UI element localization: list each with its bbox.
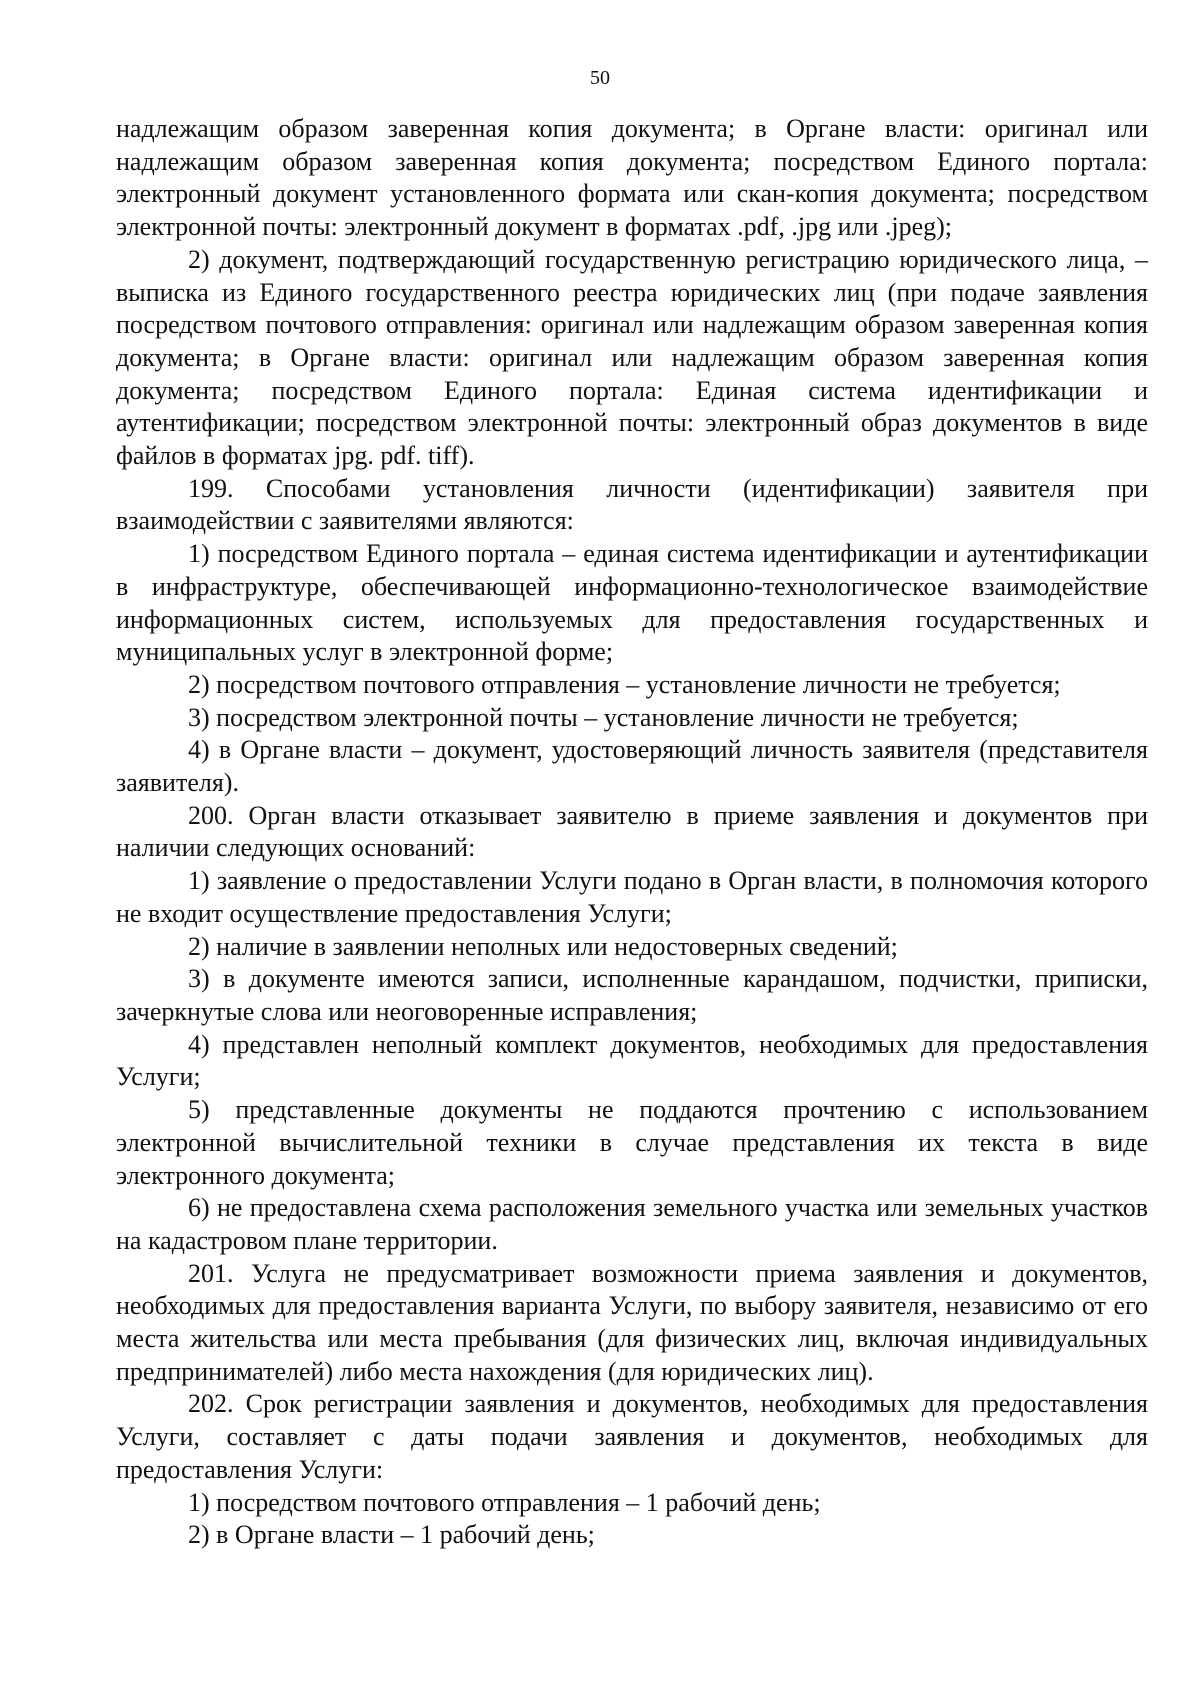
- paragraph-200-item-6: 6) не предоставлена схема расположения земельного участка или земельных участков на кадастровом плане территории.: [116, 1193, 1148, 1255]
- paragraph-199-item-1: 1) посредством Единого портала – единая система идентификации и аутентификации в инфраструктуре, обеспечивающей информационно-технологическое взаимодействие информационных систем, используемых для предоставления государственных и муниципальных услуг в электронной форме;: [116, 539, 1148, 667]
- paragraph-200-item-4: 4) представлен неполный комплект документов, необходимых для предоставления Услуги;: [116, 1029, 1148, 1092]
- page-number: 50: [590, 67, 610, 89]
- paragraph-200-item-1: 1) заявление о предоставлении Услуги подано в Орган власти, в полномочия которого не входит осуществление предоставления Услуги;: [116, 866, 1148, 928]
- paragraph-continuation: надлежащим образом заверенная копия документа; в Органе власти: оригинал или надлежащим образом заверенная копия документа; посредством Единого портала: электронный документ установленного формата или скан-копия документа; посредством электронной почты: электронный документ в форматах .pdf, .jpg или .jpeg);: [116, 114, 1148, 242]
- paragraph-200-item-3: 3) в документе имеются записи, исполненные карандашом, подчистки, приписки, зачеркнутые слова или неоговоренные исправления;: [116, 964, 1148, 1026]
- paragraph-199: 199. Способами установления личности (идентификации) заявителя при взаимодействии с заявителями являются:: [116, 473, 1148, 536]
- document-body: [116, 113, 1148, 1552]
- paragraph-202: 202. Срок регистрации заявления и документов, необходимых для предоставления Услуги, составляет с даты подачи заявления и документов, необходимых для предоставления Услуги:: [116, 1389, 1148, 1484]
- paragraph-item-2-registration-document: 2) документ, подтверждающий государственную регистрацию юридического лица, – выписка из Единого государственного реестра юридических лиц (при подаче заявления посредством почтового отправления: оригинал или надлежащим образом заверенная копия документа; в Органе власти: оригинал или надлежащим образом заверенная копия документа; посредством Единого портала: Единая система идентификации и аутентификации; посредством электронной почты: электронный образ документов в виде файлов в форматах jpg. pdf. tiff).: [116, 244, 1148, 471]
- paragraph-200: 200. Орган власти отказывает заявителю в приеме заявления и документов при наличии следующих оснований:: [116, 800, 1148, 863]
- paragraph-200-item-2: 2) наличие в заявлении неполных или недостоверных сведений;: [188, 931, 898, 961]
- paragraph-199-item-4: 4) в Органе власти – документ, удостоверяющий личность заявителя (представителя заявителя).: [116, 735, 1148, 798]
- paragraph-200-item-5: 5) представленные документы не поддаются прочтению с использованием электронной вычислительной техники в случае представления их текста в виде электронного документа;: [116, 1095, 1148, 1190]
- paragraph-202-item-2: 2) в Органе власти – 1 рабочий день;: [188, 1520, 595, 1550]
- paragraph-199-item-2: 2) посредством почтового отправления – установление личности не требуется;: [188, 669, 1061, 699]
- paragraph-202-item-1: 1) посредством почтового отправления – 1 рабочий день;: [188, 1487, 821, 1517]
- paragraph-201: 201. Услуга не предусматривает возможности приема заявления и документов, необходимых для предоставления варианта Услуги, по выбору заявителя, независимо от его места жительства или места пребывания (для физических лиц, включая индивидуальных предпринимателей) либо места нахождения (для юридических лиц).: [116, 1258, 1148, 1386]
- paragraph-199-item-3: 3) посредством электронной почты – установление личности не требуется;: [188, 702, 1019, 732]
